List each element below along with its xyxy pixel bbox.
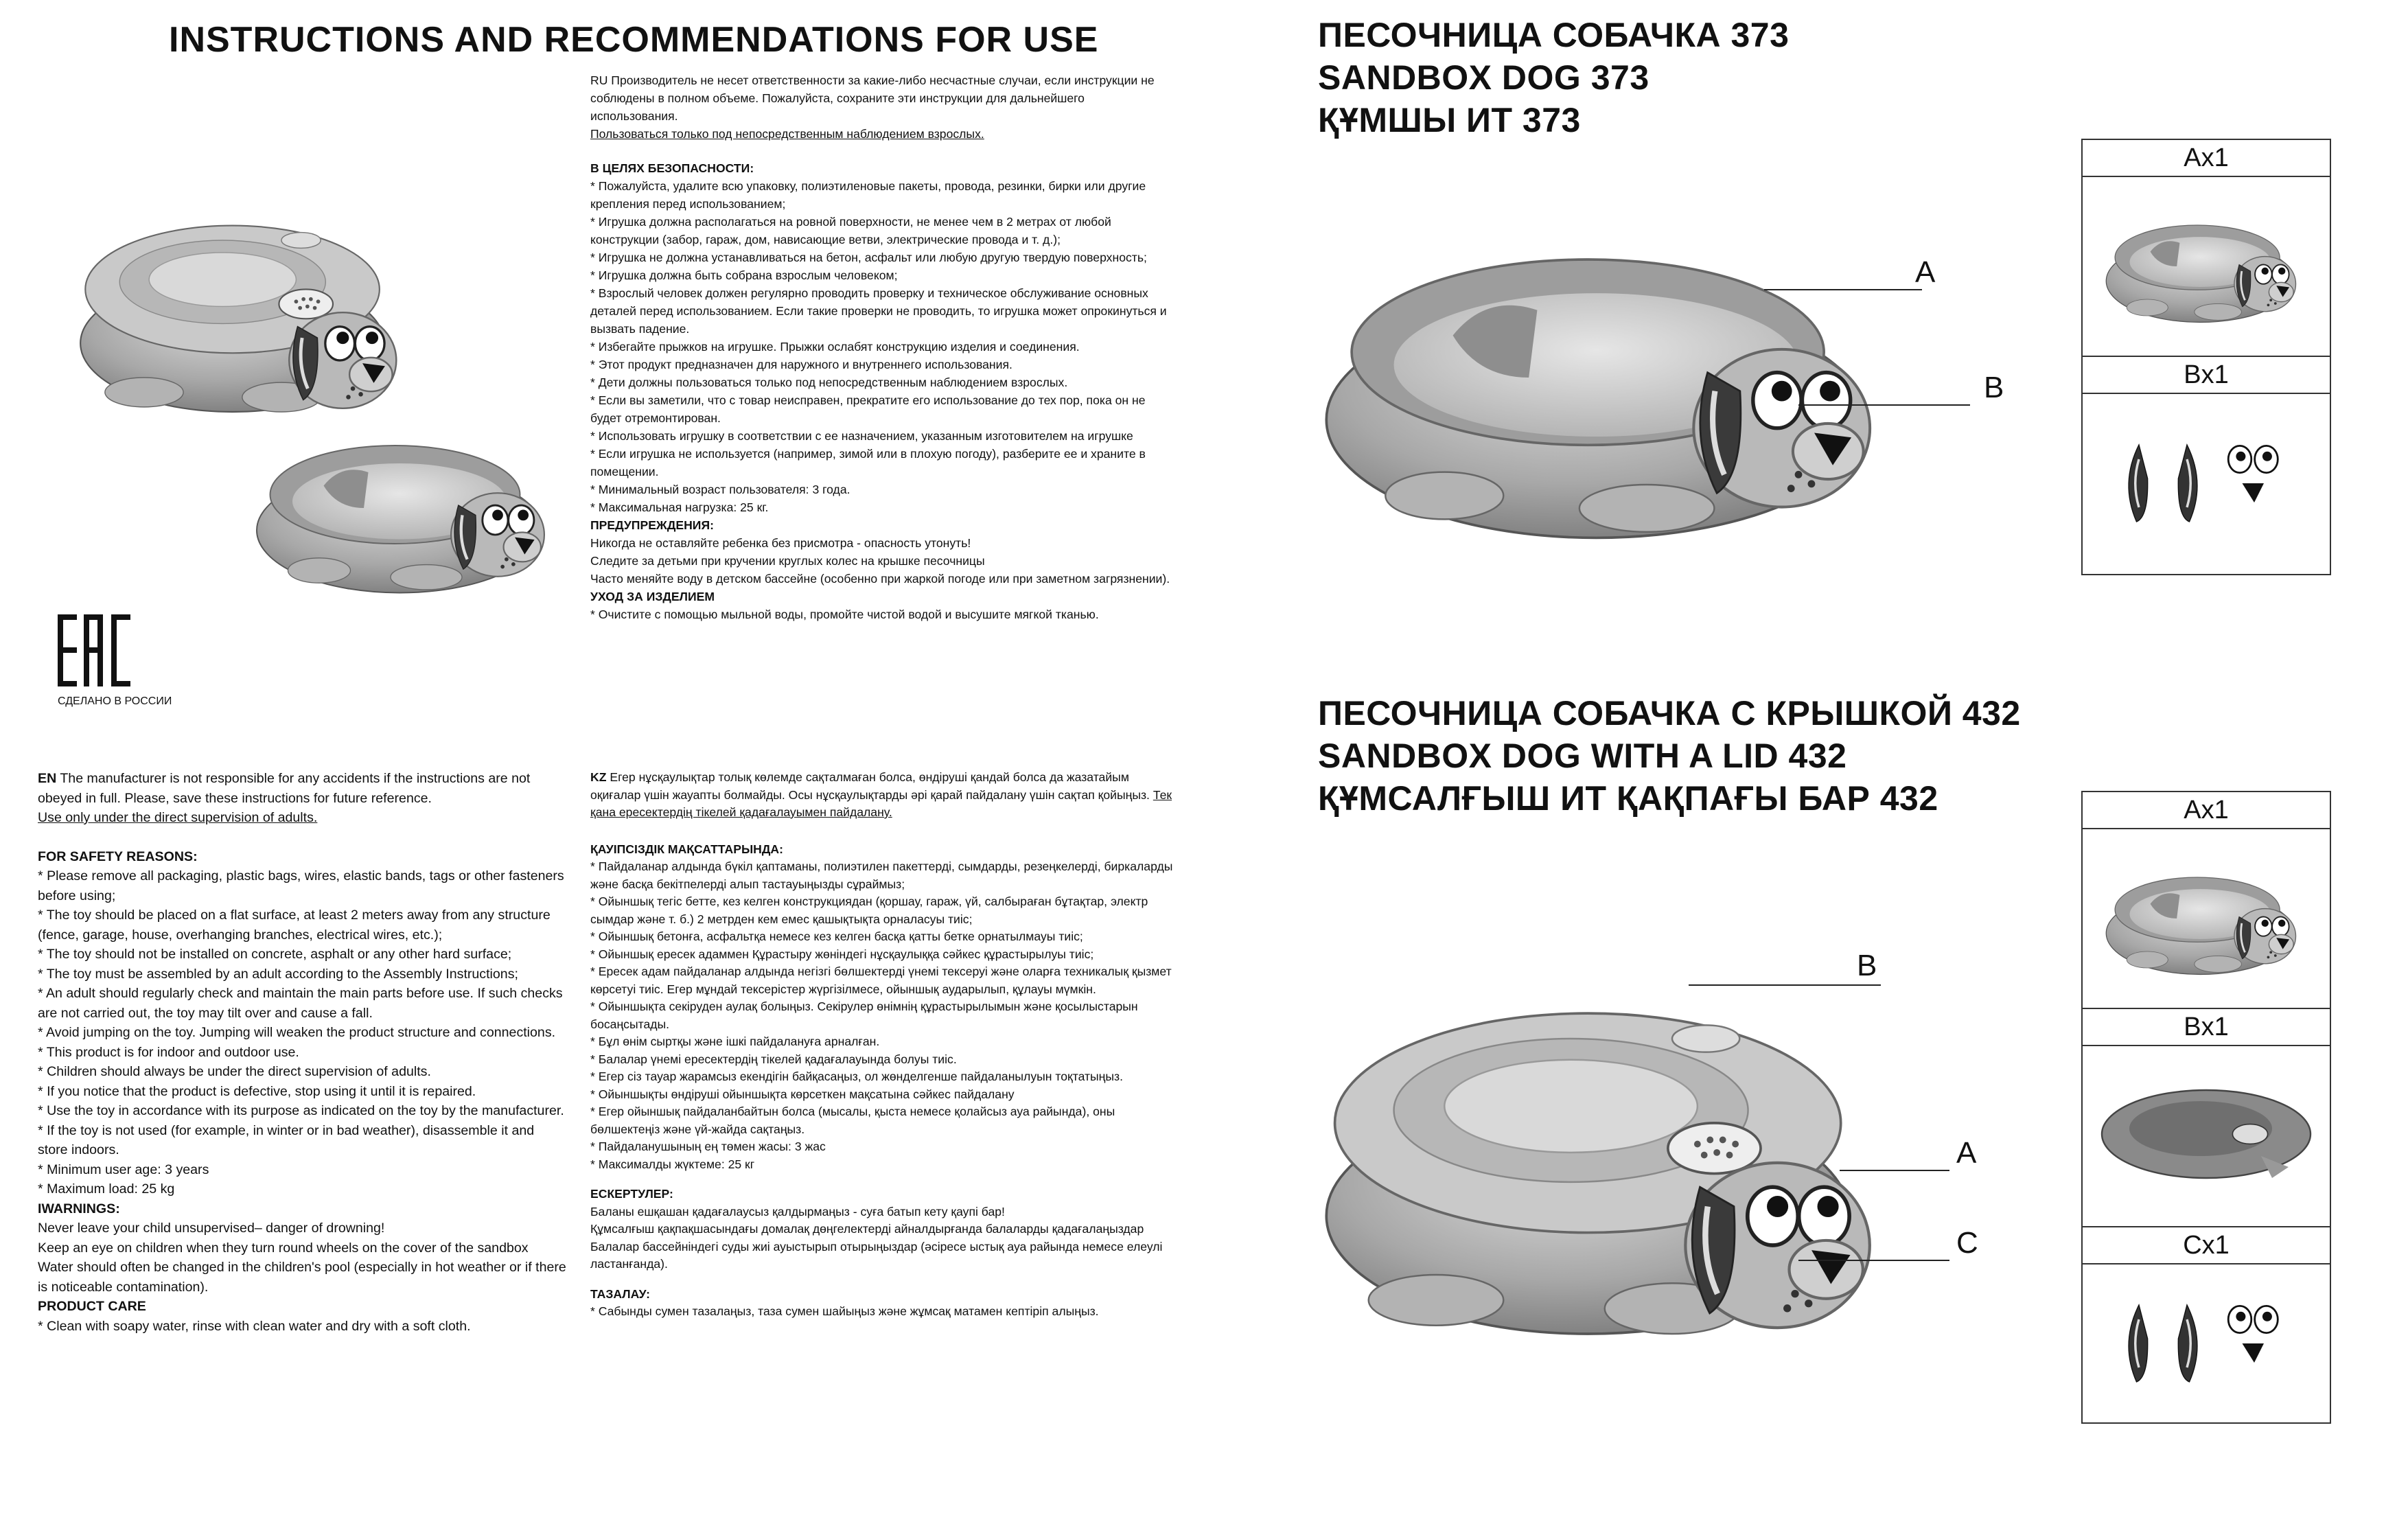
en-safety-item: * Use the toy in accordance with its purpose as indicated on the toy by the manufacturer. [38, 1103, 564, 1118]
ru-warnings-heading: ПРЕДУПРЕЖДЕНИЯ: [590, 518, 714, 532]
ru-safety-item: * Игрушка должна быть собрана взрослым человеком; [590, 268, 898, 282]
en-intro: The manufacturer is not responsible for any accidents if the instructions are not obeyed in full. Please, save these instructions for future reference. [38, 771, 531, 806]
en-safety-item: * If the toy is not used (for example, in winter or in bad weather), disassemble it and store indoors. [38, 1122, 535, 1157]
part-a-image-cell [2083, 829, 2330, 1009]
kz-safety-item: * Балалар үнемі ересектердің тікелей қадағалауында болуы тиіс. [590, 1052, 957, 1066]
kz-safety-item: * Бұл өнім сыртқы және ішкі пайдалануға арналған. [590, 1035, 880, 1048]
en-safety-item: * The toy should be placed on a flat surface, at least 2 meters away from any structure (fence, garage, house, overhanging branches, electrical wires, etc.); [38, 908, 551, 943]
kz-safety-item: * Ойыншық ересек адаммен Құрастыру жөніндегі нұсқаулыққа сәйкес құрастырылуы тиіс; [590, 947, 1094, 961]
kz-care-heading: ТАЗАЛАУ: [590, 1286, 651, 1301]
part-b-lid-image [2096, 1067, 2316, 1190]
en-warnings-heading: IWARNINGS: [38, 1201, 120, 1216]
en-safety-item: * Minimum user age: 3 years [38, 1162, 209, 1177]
part-b-label: Bx1 [2083, 357, 2330, 394]
kz-intro: Егер нұсқаулықтар толық көлемде сақталмаған болса, өндіруші қандай болса да жазатайым оқиғалар үшін жауапты болмайды. Осы нұсқаулықтарды әрі қарай пайдалану үшін сақтап қойыңыз. [590, 770, 1150, 802]
product2-callout-a: A [1956, 1136, 1977, 1170]
product2-parts-list [2081, 791, 2331, 1424]
part-c-image-cell [2083, 1264, 2330, 1422]
ru-safety-item: * Пожалуйста, удалите всю упаковку, полиэтиленовые пакеты, провода, резинки, бирки или другие крепления перед использованием; [590, 179, 1146, 211]
part-a-label: Ax1 [2083, 140, 2330, 177]
ru-safety-item: * Избегайте прыжков на игрушке. Прыжки ослабят конструкцию изделия и соединения. [590, 340, 1080, 354]
product2-title-ru: ПЕСОЧНИЦА СОБАЧКА С КРЫШКОЙ 432 [1318, 694, 2021, 732]
product2-callout-c: C [1956, 1226, 1978, 1260]
en-safety-item: * The toy must be assembled by an adult according to the Assembly Instructions; [38, 966, 518, 982]
en-safety-heading: FOR SAFETY REASONS: [38, 848, 198, 864]
made-in-russia-label: СДЕЛАНО В РОССИИ [58, 695, 172, 707]
part-c-stickers-image [2110, 1295, 2302, 1391]
product2-callout-b: B [1857, 949, 1877, 982]
ru-warning-item: Следите за детьми при кручении круглых колес на крышке песочницы [590, 554, 985, 568]
en-care-text: * Clean with soapy water, rinse with clean water and dry with a soft cloth. [38, 1318, 471, 1334]
en-safety-item: * The toy should not be installed on concrete, asphalt or any other hard surface; [38, 947, 512, 962]
en-safety-item: * An adult should regularly check and maintain the main parts before use. If such checks are not carried out, the toy may tilt over and cause a fall. [38, 986, 563, 1021]
ru-safety-item: * Взрослый человек должен регулярно проводить проверку и техническое обслуживание основных деталей перед использованием. Если такие проверки не проводить, то игрушка может опрокинуться и вызвать падение. [590, 286, 1167, 336]
en-warning-item: Water should often be changed in the children's pool (especially in hot weather or if there is noticeable contamination). [38, 1260, 566, 1295]
ru-safety-item: * Если игрушка не используется (например, зимой или в плохую погоду), разберите ее и храните в помещении. [590, 447, 1146, 478]
kz-warning-item: Балалар бассейніндегі суды жиі ауыстырып отырыңыздар (әсіресе ыстық ауа райында немесе елеулі ластанғанда). [590, 1239, 1163, 1271]
en-safety-item: * Maximum load: 25 kg [38, 1181, 175, 1197]
ru-safety-item: * Этот продукт предназначен для наружного и внутреннего использования. [590, 358, 1012, 371]
ru-safety-item: * Максимальная нагрузка: 25 кг. [590, 500, 769, 514]
part-a-image [2103, 857, 2309, 980]
en-safety-item: * Avoid jumping on the toy. Jumping will weaken the product structure and connections. [38, 1025, 556, 1040]
kz-warning-item: Құмсалғыш қақпақшасындағы домалақ дөңгелектерді айналдырғанда балаларды қадағалаңыздар [590, 1222, 1144, 1236]
part-b-label: Bx1 [2083, 1009, 2330, 1046]
kz-safety-item: * Егер ойыншық пайдаланбайтын болса (мысалы, қыста немесе қолайсыз ауа райында), оны бөлшектеңіз және үй-жайда сақтаңыз. [590, 1105, 1115, 1136]
part-b-image-cell [2083, 1046, 2330, 1227]
ru-intro: RU Производитель не несет ответственности за какие-либо несчастные случаи, если инструкции не соблюдены в полном объеме. Пожалуйста, сохраните эти инструкции для дальнейшего использования. [590, 73, 1155, 123]
en-care-heading: PRODUCT CARE [38, 1299, 146, 1314]
page-title: INSTRUCTIONS AND RECOMMENDATIONS FOR USE [169, 20, 1099, 60]
en-warning-item: Never leave your child unsupervised– danger of drowning! [38, 1221, 385, 1236]
ru-safety-item: * Если вы заметили, что с товар неисправен, прекратите его использование до тех пор, пока он не будет отремонтирован. [590, 393, 1146, 425]
ru-safety-item: * Использовать игрушку в соответствии с ее назначением, указанным изготовителем на игрушке [590, 429, 1133, 443]
product1-title-kz: ҚҰМШЫ ИТ 373 [1318, 101, 1581, 139]
ru-safety-heading: В ЦЕЛЯХ БЕЗОПАСНОСТИ: [590, 161, 754, 175]
en-safety-item: * This product is for indoor and outdoor use. [38, 1044, 299, 1060]
product1-callout-a: A [1915, 255, 1936, 289]
kz-safety-item: * Пайдаланушының ең төмен жасы: 3 жас [590, 1140, 826, 1153]
kz-supervision: Тек қана ересектердің тікелей қадағалауымен пайдалану. [590, 787, 1172, 819]
en-safety-item: * If you notice that the product is defective, stop using it until it is repaired. [38, 1083, 476, 1099]
ru-warning-item: Никогда не оставляйте ребенка без присмотра - опасность утонуть! [590, 536, 971, 550]
kz-safety-item: * Ересек адам пайдаланар алдында негізгі бөлшектерді үнемі тексеруі және оларға техникалық қызмет көрсетуі тиіс. Егер мұндай тексерістер жүргізілмесе, ойыншық аударылып, құлауы мүмкін. [590, 965, 1172, 996]
kz-warnings-heading: ЕСКЕРТУЛЕР: [590, 1187, 673, 1201]
product2-title-en: SANDBOX DOG WITH A LID 432 [1318, 737, 1847, 775]
product1-title-en: SANDBOX DOG 373 [1318, 58, 1649, 97]
ru-care-text: * Очистите с помощью мыльной воды, промойте чистой водой и высушите мягкой тканью. [590, 608, 1099, 621]
en-supervision: Use only under the direct supervision of adults. [38, 810, 318, 825]
part-a-label: Ax1 [2083, 792, 2330, 829]
en-warning-item: Keep an eye on children when they turn round wheels on the cover of the sandbox [38, 1240, 529, 1256]
ru-supervision: Пользоваться только под непосредственным наблюдением взрослых. [590, 127, 984, 141]
kz-safety-item: * Ойыншық бетонға, асфальтқа немесе кез келген басқа қатты бетке орнатылмауы тиіс; [590, 929, 1083, 943]
ru-warning-item: Часто меняйте воду в детском бассейне (особенно при жаркой погоде или при заметном загрязнении). [590, 572, 1170, 586]
product1-callout-b: B [1984, 371, 2004, 404]
kz-safety-heading: ҚАУІПСІЗДІК МАҚСАТТАРЫНДА: [590, 842, 783, 856]
product2-title-kz: ҚҰМСАЛҒЫШ ИТ ҚАҚПАҒЫ БАР 432 [1318, 779, 1938, 818]
ru-safety-item: * Игрушка должна располагаться на ровной поверхности, не менее чем в 2 метрах от любой конструкции (забор, гараж, дом, нависающие ветви, электрические провода и т. д.); [590, 215, 1111, 246]
product1-title-ru: ПЕСОЧНИЦА СОБАЧКА 373 [1318, 16, 1790, 54]
kz-safety-item: * Пайдаланар алдында бүкіл қаптаманы, полиэтилен пакеттерді, сымдарды, резеңкелерді, биркаларды және басқа бекітпелерді алып тастауыңызды сұраймыз; [590, 859, 1173, 891]
ru-safety-item: * Дети должны пользоваться только под непосредственным наблюдением взрослых. [590, 376, 1068, 389]
kz-safety-item: * Ойыншықты өндіруші ойыншықта көрсеткен мақсатына сәйкес пайдалану [590, 1087, 1015, 1101]
kz-safety-item: * Егер сіз тауар жарамсыз екендігін байқасаңыз, ол жөнделгенше пайдаланылуын тоқтатыңыз. [590, 1070, 1123, 1083]
ru-safety-item: * Минимальный возраст пользователя: 3 года. [590, 483, 850, 496]
en-safety-item: * Children should always be under the direct supervision of adults. [38, 1064, 431, 1079]
part-c-label: Cx1 [2083, 1227, 2330, 1264]
kz-safety-item: * Ойыншық тегіс бетте, кез келген конструкциядан (қоршау, гараж, үй, салбыраған бұтақтар, электр сымдар және т. б.) 2 метрден кем емес қашықтықта орналасуы тиіс; [590, 894, 1148, 926]
kz-lang-tag: KZ [590, 770, 607, 784]
kz-care-text: * Сабынды сумен тазалаңыз, таза сумен шайыңыз және жұмсақ матамен кептіріп алыңыз. [590, 1304, 1099, 1318]
en-lang-tag: EN [38, 771, 57, 786]
kz-safety-item: * Максималды жүктеме: 25 кг [590, 1157, 755, 1171]
kz-warning-item: Баланы ешқашан қадағалаусыз қалдырмаңыз - суға батып кету қаупі бар! [590, 1204, 1005, 1219]
ru-safety-item: * Игрушка не должна устанавливаться на бетон, асфальт или любую другую твердую поверхность; [590, 251, 1147, 264]
kz-safety-item: * Ойыншықта секіруден аулақ болыңыз. Секірулер өнімнің құрастырылымын және қосылыстарын босаңсытады. [590, 1000, 1138, 1031]
ru-care-heading: УХОД ЗА ИЗДЕЛИЕМ [590, 590, 715, 603]
en-safety-item: * Please remove all packaging, plastic bags, wires, elastic bands, tags or other fasteners before using; [38, 868, 564, 903]
